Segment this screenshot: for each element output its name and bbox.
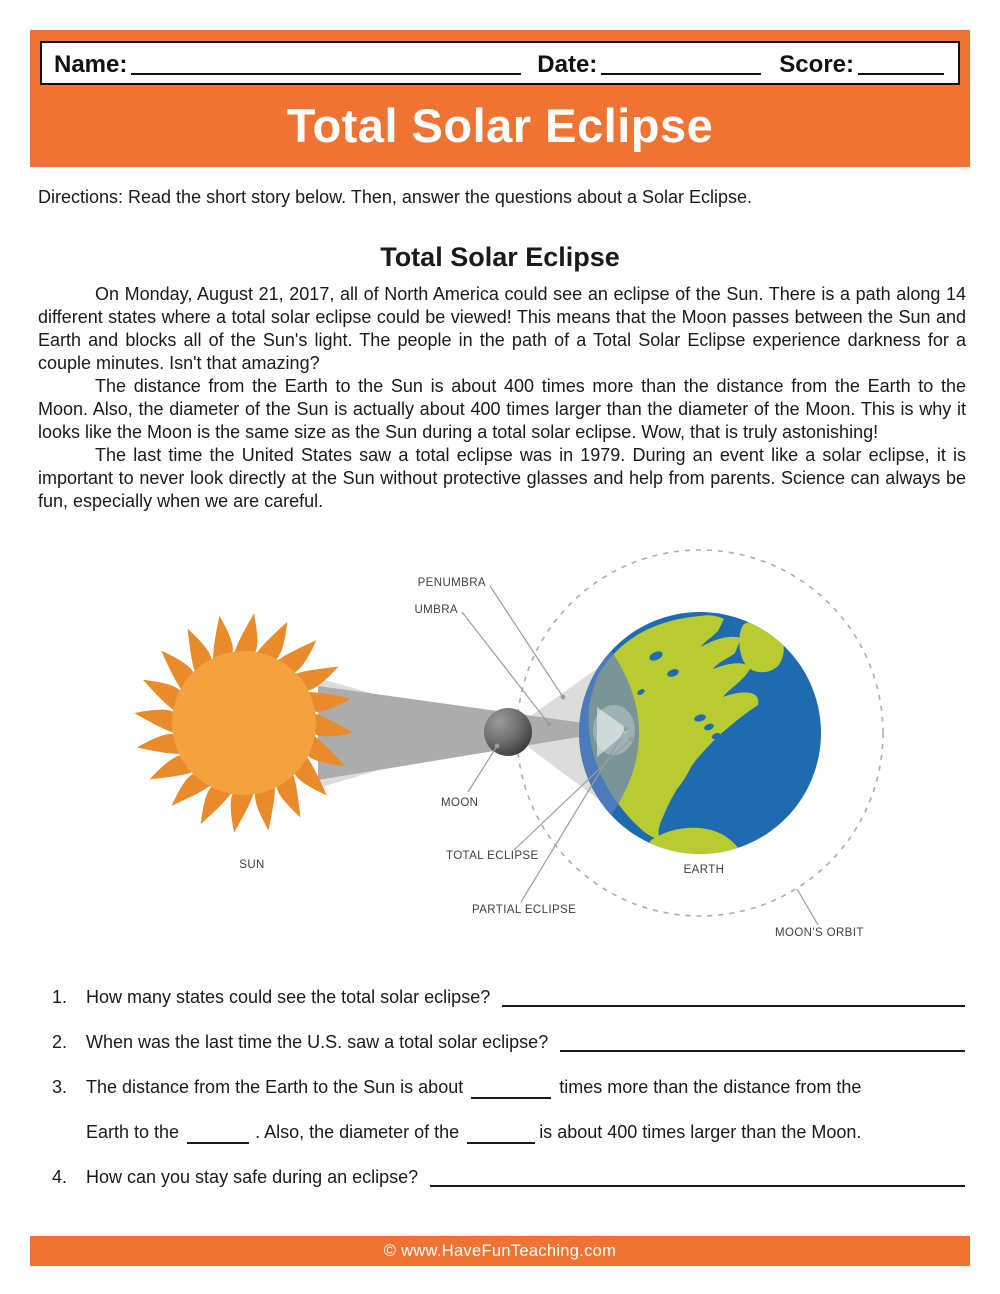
question-1-answer-line [502,995,965,1007]
name-date-score-bar [40,41,960,85]
label-total-eclipse: TOTAL ECLIPSE [446,850,539,862]
question-3-text-b: times more than the distance from the [559,1077,862,1097]
score-blank-line [858,63,944,75]
question-2-text: When was the last time the U.S. saw a total solar eclipse? [86,1032,549,1052]
story-paragraph-3: The last time the United States saw a total eclipse was in 1979. During an event like a solar eclipse, it is important to never look directly at the Sun without protective glasses and help from parents. Science can always be fun, especially when we are careful. [38,445,966,511]
name-label: Name: [54,51,128,78]
label-umbra: UMBRA [414,604,458,616]
worksheet-title: Total Solar Eclipse [286,98,714,152]
date-blank-line [601,63,761,75]
question-3-text-e: is about 400 times larger than the Moon. [539,1122,862,1142]
label-earth: EARTH [683,864,725,876]
eclipse-diagram [0,540,1000,970]
label-moon: MOON [441,797,479,809]
label-penumbra: PENUMBRA [417,577,486,589]
label-moons-orbit: MOON'S ORBIT [775,927,864,939]
sun [134,613,353,832]
question-3-line-1 [52,1075,965,1099]
question-3-line-2 [86,1120,965,1144]
footer-credit: © www.HaveFunTeaching.com [383,1241,617,1260]
story-body [38,283,966,513]
story-paragraph-1: On Monday, August 21, 2017, all of North America could see an eclipse of the Sun. There is a path along 14 different states where a total solar eclipse could be viewed! This means that the Moon passes between the Sun and Earth and blocks all of the Sun's light. The people in the path of a Total Solar Eclipse experience darkness for a couple minutes. Isn't that amazing? [38,284,966,373]
question-1-text: How many states could see the total solar eclipse? [86,987,491,1007]
question-3-blank-1 [471,1083,551,1099]
question-2-number: 2. [52,1032,68,1052]
question-1 [52,985,965,1009]
header-band [30,30,970,167]
story-paragraph-2: The distance from the Earth to the Sun is about 400 times more than the distance from the Earth to the Moon. Also, the diameter of the Sun is actually about 400 times larger than the diameter of the Moon. This is why it looks like the Moon is the same size as the Sun during a total solar eclipse. Wow, that is truly astonishing! [38,376,966,442]
question-3-text-d: . Also, the diameter of the [255,1122,460,1142]
question-3-blank-3 [467,1128,535,1144]
question-3-text-a: The distance from the Earth to the Sun is about [86,1077,464,1097]
question-2 [52,1030,965,1054]
label-sun: SUN [239,859,265,871]
sun-body [172,651,316,795]
earth [576,612,821,856]
date-label: Date: [537,51,598,78]
question-3-number: 3. [52,1077,68,1097]
story-title: Total Solar Eclipse [380,242,620,272]
moon [484,708,532,756]
question-4-text: How can you stay safe during an eclipse? [86,1167,419,1187]
question-1-number: 1. [52,987,68,1007]
name-blank-line [131,63,521,75]
question-4-number: 4. [52,1167,68,1187]
question-4 [52,1165,965,1189]
question-2-answer-line [560,1040,965,1052]
question-3-blank-2 [187,1128,249,1144]
question-4-answer-line [430,1175,965,1187]
score-label: Score: [779,51,854,78]
footer-band [30,1236,970,1266]
question-3-text-c: Earth to the [86,1122,180,1142]
label-partial-eclipse: PARTIAL ECLIPSE [472,904,577,916]
directions-text: Directions: Read the short story below. Then, answer the questions about a Solar Eclipse. [38,187,753,207]
